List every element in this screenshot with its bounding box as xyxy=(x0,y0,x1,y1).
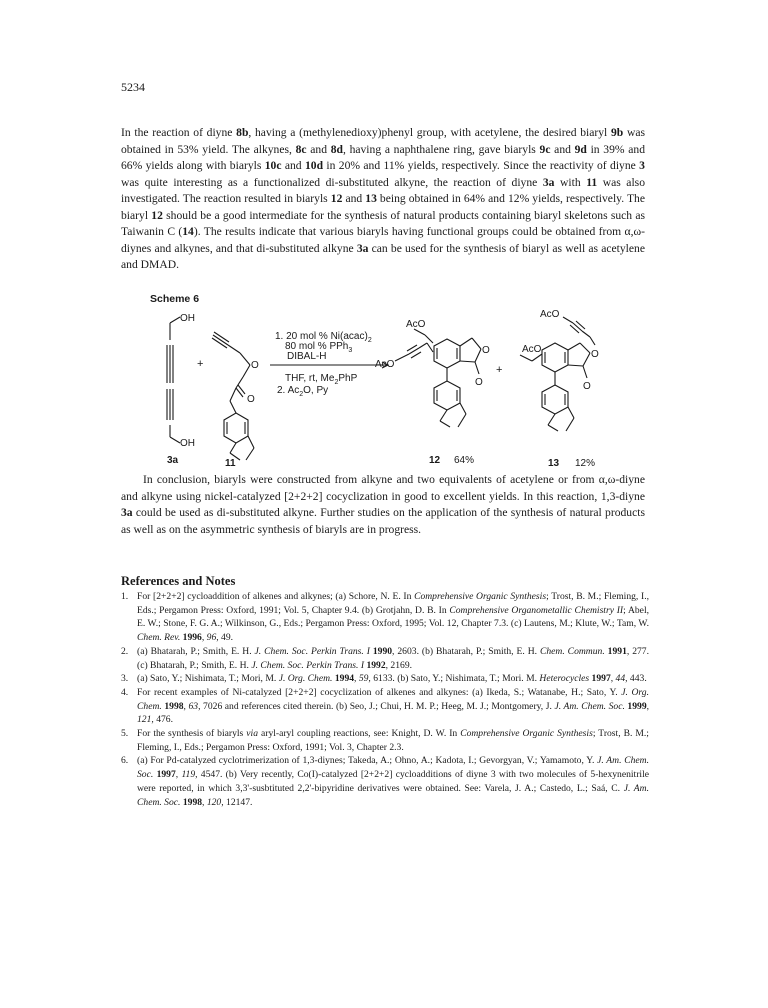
italic-text-run: 119 xyxy=(181,769,196,781)
text-run: (a) For Pd-catalyzed cyclotrimerization of 1,3-diynes; Takeda, A.; Ohno, A.; Kadota, I.; Gevorgyan, V.; Yamamoto, Y. xyxy=(137,755,598,767)
bold-text-run: 12 xyxy=(151,208,163,222)
text-run: was quite interesting as a functionalized di-substituted alkyne, the reaction of diyne xyxy=(121,175,543,189)
conditions-step1-line3: DIBAL-H xyxy=(287,351,327,362)
text-run: ; Trost, B. M.; Fleming, I., Eds.; Pergamon Press: Oxford, 1991; Vol. 3, Chapter 2.3. xyxy=(137,728,649,753)
reference-number: 5. xyxy=(121,728,129,740)
italic-text-run: J. Org. Chem. xyxy=(137,686,649,712)
text-run: , xyxy=(610,673,616,685)
italic-text-run: Heterocycles xyxy=(539,673,590,685)
label-13: 13 xyxy=(548,458,560,469)
text-run: in 39% and 66% yields along with biaryls xyxy=(121,142,645,172)
compound-13-structure xyxy=(520,317,595,431)
bold-text-run: 8c xyxy=(295,142,307,156)
label-11: 11 xyxy=(225,458,236,469)
bold-text-run: 1992 xyxy=(366,659,386,671)
bold-text-run: 3a xyxy=(121,506,133,519)
scheme-drawing xyxy=(150,305,650,480)
text-run: and xyxy=(342,192,366,205)
reference-item xyxy=(121,686,649,727)
o-lactone-label: O xyxy=(251,360,259,371)
text-run: , 2169. xyxy=(385,659,413,671)
bold-text-run: 3a xyxy=(356,241,369,255)
bold-text-run: 9d xyxy=(574,142,587,156)
bold-text-run: 1990 xyxy=(372,645,393,657)
bold-text-run: 1997 xyxy=(156,769,176,781)
text-run: was obtained in 53% yield. The alkynes, xyxy=(121,126,645,156)
conditions-step2: THF, rt, $Me_2PhP$ xyxy=(285,373,358,386)
text-run: , 6133. (b) Sato, Y.; Nishimata, T.; Mori. M. xyxy=(368,673,540,685)
reference-item xyxy=(121,590,649,645)
italic-text-run: J. Chem. Soc. Perkin Trans. I xyxy=(251,659,365,671)
o-carbonyl-label: O xyxy=(247,394,255,405)
bold-text-run: 1994 xyxy=(334,673,355,685)
references-heading: References and Notes xyxy=(121,574,236,588)
italic-text-run: J. Am. Chem. Soc. xyxy=(137,755,649,781)
text-run: should be a good intermediate for the synthesis of natural products containing biaryl skeletons such as Taiwanin C ( xyxy=(121,208,645,238)
italic-text-run: Chem. Rev. xyxy=(137,632,181,644)
text-run: being obtained in 64% and 12% yields, respectively. The biaryl xyxy=(121,192,646,222)
bold-text-run: 10c xyxy=(264,159,282,172)
text-run: , having a naphthalene ring, gave biaryls xyxy=(342,142,540,156)
reference-item xyxy=(121,727,649,754)
aco-label-12-side: AcO xyxy=(375,359,395,370)
aco-label-12-top: AcO xyxy=(406,319,426,330)
bold-text-run: 8d xyxy=(330,142,343,156)
yield-12: 64% xyxy=(454,455,475,466)
text-run: , xyxy=(201,632,207,644)
bold-text-run: 8b xyxy=(236,126,249,139)
text-run: and xyxy=(550,142,575,156)
text-run: For the synthesis of biaryls xyxy=(137,728,247,740)
text-run: , 7026 and references cited therein. (b) Seo, J.; Chui, H. M. P.; Heeg, M. J.; Montgomery, J. xyxy=(198,700,555,712)
text-run: ). The results indicate that various biaryls having functional groups could be obtained from α,ω-diynes and alkynes, and that di-substituted alkyne xyxy=(121,225,645,255)
aco-label-13-top: AcO xyxy=(540,309,560,320)
text-run: , having a (methylenedioxy)phenyl group, with acetylene, the desired biaryl xyxy=(248,126,611,139)
bold-text-run: 10d xyxy=(304,159,324,172)
references-list xyxy=(121,590,649,809)
text-run: , 443. xyxy=(625,673,647,685)
plus-sign: + xyxy=(197,358,204,370)
text-run: ; Trost, B. M.; Fleming, I., Eds.; Pergamon Press: Oxford, 1991; Vol. 5, Chapter 9.4. (b) Grotjahn, D. B. In xyxy=(137,591,649,616)
o-label-13: O xyxy=(591,349,599,360)
text-run: in 20% and 11% yields, respectively. Since the reactivity of diyne xyxy=(323,159,640,172)
oh-bottom-label: OH xyxy=(180,438,195,449)
body-paragraph-2 xyxy=(121,472,645,538)
compound-12-structure xyxy=(395,329,481,427)
label-3a: 3a xyxy=(167,455,179,466)
bold-text-run: 14 xyxy=(182,225,194,238)
italic-text-run: 96 xyxy=(206,632,217,644)
bold-text-run: 12 xyxy=(330,192,343,205)
oh-top-label: OH xyxy=(180,313,195,324)
text-run: , 49. xyxy=(216,632,234,644)
conditions-step1-line2: 80 mol % PPh$_3$ xyxy=(285,341,353,354)
bold-text-run: 11 xyxy=(586,175,598,189)
text-run: aryl-aryl coupling reactions, see: Knight, D. W. In xyxy=(258,728,461,740)
text-run: , 4547. (b) Very recently, Co(I)-catalyzed [2+2+2] cycloadditions of diyne 3 with two molecules of 5-hexynenitrile were reported, in which 3,3'-susbtituted 2,2'-bipyridine derivatives were obtained. See: Varela, J. A.; Castedo, L.; Saá, C. xyxy=(137,769,649,794)
text-run: , xyxy=(183,700,189,712)
plus-sign-2: + xyxy=(496,364,503,376)
italic-text-run: 121 xyxy=(137,714,152,726)
text-run: , 2603. (b) Bhatarah, P.; Smith, E. H. xyxy=(392,645,540,657)
text-run: , 277. (c) Bhatarah, P.; Smith, E. H. xyxy=(137,645,649,671)
reference-item xyxy=(121,672,649,686)
text-run: can be used for the synthesis of biaryl as well as acetylene and DMAD. xyxy=(121,241,645,271)
italic-text-run: Comprehensive Organic Synthesis xyxy=(460,728,593,740)
reference-number: 1. xyxy=(121,591,129,602)
bold-text-run: 9c xyxy=(539,142,551,156)
text-run: , xyxy=(202,796,207,808)
bold-text-run: 1991 xyxy=(607,645,627,657)
reference-item xyxy=(121,754,649,809)
paragraph-text xyxy=(121,472,645,538)
text-run: and xyxy=(306,142,331,156)
scheme-title: Scheme 6 xyxy=(150,293,200,305)
text-run: with xyxy=(554,175,587,189)
text-run: was also investigated. The reaction resulted in biaryls xyxy=(121,175,645,205)
bold-text-run: 1997 xyxy=(591,673,611,685)
text-run: For recent examples of Ni-catalyzed [2+2+2] cocyclization of alkenes and alkynes: (a) Ikeda, S.; Watanabe, H.; Sato, Y. xyxy=(137,686,622,698)
reference-number: 4. xyxy=(121,686,129,698)
text-run: In the reaction of diyne xyxy=(121,126,237,139)
italic-text-run: via xyxy=(246,728,258,740)
reference-number: 6. xyxy=(121,755,129,767)
compound-3a-structure xyxy=(167,317,180,443)
reaction-scheme xyxy=(150,305,650,480)
italic-text-run: J. Am. Chem. Soc. xyxy=(137,782,649,808)
italic-text-run: Chem. Commun. xyxy=(539,645,605,657)
text-run: could be used as di-substituted alkyne. Further studies on the application of the synthesis of natural products as well as on the asymmetric synthesis of biaryls are in progress. xyxy=(121,506,645,536)
bold-text-run: 1998 xyxy=(164,700,184,712)
italic-text-run: Comprehensive Organic Synthesis xyxy=(414,591,547,602)
text-run: and xyxy=(281,159,305,172)
italic-text-run: J. Chem. Soc. Perkin Trans. I xyxy=(254,645,370,657)
italic-text-run: 120 xyxy=(206,796,222,808)
bold-text-run: 1998 xyxy=(182,796,203,808)
bold-text-run: 13 xyxy=(365,192,377,205)
text-run: (a) Bhatarah, P.; Smith, E. H. xyxy=(137,645,255,657)
body-paragraph-1 xyxy=(121,125,645,274)
o-label-12: O xyxy=(482,345,490,356)
bold-text-run: 9b xyxy=(611,126,624,139)
text-run: , xyxy=(354,673,359,685)
italic-text-run: 63 xyxy=(188,700,199,712)
o-carbonyl-12: O xyxy=(475,377,483,388)
aco-label-13-side: AcO xyxy=(522,344,542,355)
italic-text-run: 44 xyxy=(615,673,626,685)
bold-text-run: 3 xyxy=(639,159,645,172)
text-run: , 476. xyxy=(151,714,173,726)
italic-text-run: Comprehensive Organometallic Chemistry II xyxy=(449,604,624,616)
text-run: ; Abel, E. W.; Stone, F. G. A.; Wilkinson, G., Eds.; Pergamon Press: Oxford, 1995; Vol. 12, Chapter 7.3. (c) Lautens, M.; Klute, W.; Tam, W. xyxy=(137,604,650,630)
conditions-step3: 2. $Ac_2O$, Py xyxy=(277,385,329,398)
paragraph-text xyxy=(121,125,645,274)
text-run: In conclusion, biaryls were constructed from alkyne and two equivalents of acetylene or from α,ω-diyne and alkyne using nickel-catalyzed [2+2+2] cocyclization in good to excellent yields. In this reaction, 1,3-diyne xyxy=(121,473,645,503)
yield-13: 12% xyxy=(575,458,596,469)
label-12: 12 xyxy=(429,455,441,466)
text-run: (a) Sato, Y.; Nishimata, T.; Mori, M. xyxy=(137,673,279,685)
italic-text-run: J. Org. Chem. xyxy=(278,673,333,685)
reference-item xyxy=(121,645,649,672)
bold-text-run: 1996 xyxy=(182,632,202,644)
text-run: , xyxy=(175,769,182,781)
italic-text-run: 59 xyxy=(358,673,369,685)
reference-number: 3. xyxy=(121,673,129,685)
bold-text-run: 1999 xyxy=(627,700,647,712)
page-number: 5234 xyxy=(121,80,145,94)
italic-text-run: J. Am. Chem. Soc. xyxy=(554,700,625,712)
o-carbonyl-13: O xyxy=(583,381,591,392)
text-run: For [2+2+2] cycloaddition of alkenes and alkynes; (a) Schore, N. E. In xyxy=(137,591,415,602)
text-run: , 12147. xyxy=(221,796,253,808)
bold-text-run: 3a xyxy=(542,175,555,189)
text-run: , xyxy=(646,700,650,712)
conditions-step1-line1: 1. 20 mol % $Ni(acac)_2$ xyxy=(275,331,372,344)
reference-number: 2. xyxy=(121,645,129,657)
